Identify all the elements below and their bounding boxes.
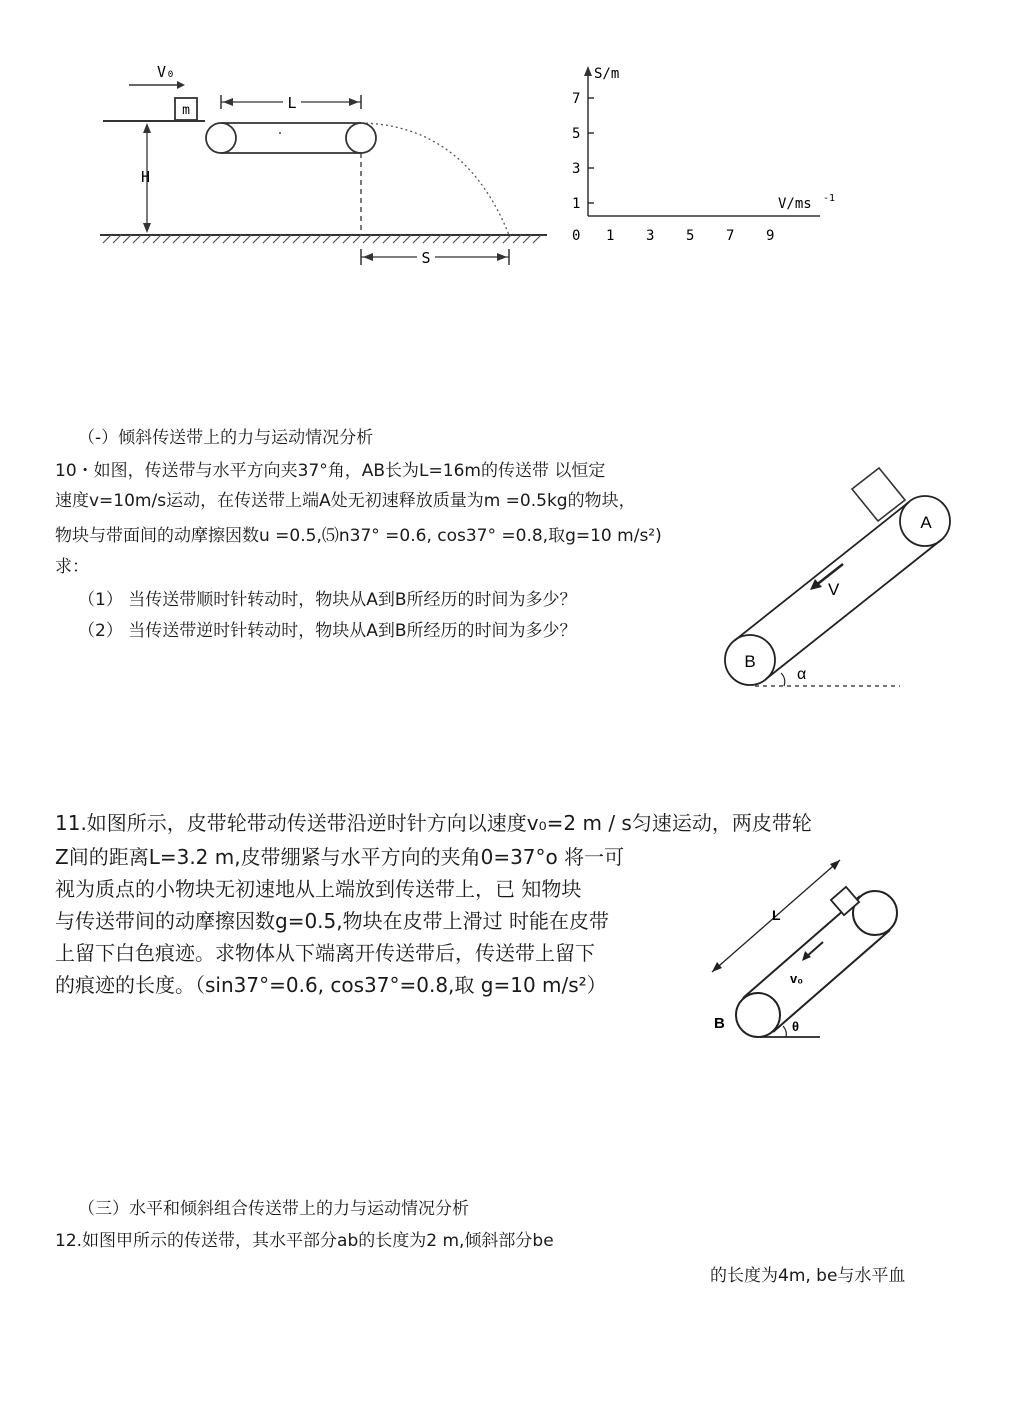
trajectory-path [361, 123, 509, 235]
angle-theta-label: θ [792, 1019, 800, 1034]
y-tick-label: 5 [572, 126, 581, 142]
v0-label: V₀ [157, 63, 176, 81]
section-heading-inclined: （-）倾斜传送带上的力与运动情况分析 [78, 428, 374, 448]
q11-line: 的痕迹的长度。（sin37°=0.6, cos37°=0.8,取 g=10 m/s²） [55, 973, 607, 997]
x-tick-label: 5 [686, 228, 695, 244]
pulley-b-label: B [714, 1015, 725, 1032]
figure-inclined-belt-ab [715, 462, 965, 697]
q10-line: 物块与带面间的动摩擦因数u =0.5,⑸n37° =0.6, cos37° =0.8,取g=10 m/s²) [55, 526, 662, 546]
block-m-label: m [182, 103, 190, 118]
pulley-b-label: B [744, 652, 756, 671]
pulley-a-label: A [920, 513, 932, 532]
conveyor-belt [206, 123, 376, 153]
q11-line: 视为质点的小物块无初速地从上端放到传送带上，已 知物块 [55, 877, 582, 901]
l-label: L [772, 907, 781, 923]
v0-arrowhead [177, 81, 185, 89]
q10-line: 求： [55, 557, 89, 577]
angle-alpha-label: α [797, 666, 807, 683]
ground-hatching [103, 235, 541, 243]
q10-subquestion-2: （2） 当传送带逆时针转动时，物块从A到B所经历的时间为多少？ [78, 621, 577, 641]
h-label: H [141, 168, 151, 186]
figure-s-v-axes [560, 60, 850, 250]
block-on-belt [852, 468, 905, 521]
x-tick-label: 0 [572, 228, 581, 244]
q10-line: 10・如图，传送带与水平方向夹37°角，AB长为L=16m的传送带 以恒定 [55, 461, 606, 481]
q11-line: 与传送带间的动摩擦因数g=0.5,物块在皮带上滑过 时能在皮带 [55, 909, 609, 933]
q11-line: 上留下白色痕迹。求物体从下端离开传送带后，传送带上留下 [55, 941, 595, 965]
s-label: S [421, 249, 431, 267]
q11-line: Z间的距离L=3.2 m,皮带绷紧与水平方向的夹角0=37°o 将一可 [55, 845, 625, 869]
x-tick-label: 9 [766, 228, 775, 244]
l-label: L [287, 94, 297, 112]
q11-line: 11.如图所示，皮带轮带动传送带沿逆时针方向以速度v₀=2 m / s匀速运动，两皮带轮 [55, 811, 812, 835]
x-tick-label: 3 [646, 228, 655, 244]
figure-horizontal-conveyor [95, 55, 555, 275]
x-tick-label: 7 [726, 228, 735, 244]
q10-subquestion-1: （1） 当传送带顺时针转动时，物块从A到B所经历的时间为多少？ [78, 590, 577, 610]
y-tick-label: 7 [572, 91, 581, 107]
q12-line: 12.如图甲所示的传送带，其水平部分ab的长度为2 m,倾斜部分be [55, 1231, 554, 1251]
y-tick-label: 1 [572, 196, 581, 212]
block-on-belt [831, 887, 859, 915]
q10-line: 速度v=10m/s运动，在传送带上端A处无初速释放质量为m =0.5kg的物块， [55, 491, 636, 511]
figure-inclined-belt-theta [700, 855, 920, 1045]
section-heading-combined: （三）水平和倾斜组合传送带上的力与运动情况分析 [78, 1199, 469, 1219]
inclined-belt [736, 891, 897, 1037]
y-tick-label: 3 [572, 161, 581, 177]
velocity-label: V [828, 580, 840, 599]
y-axis-label: S/m [594, 66, 620, 82]
x-axis-label: V/ms [778, 196, 812, 212]
q12-line: 的长度为4m, be与水平血 [710, 1266, 906, 1286]
v0-label: v₀ [790, 971, 804, 986]
x-axis-label-exponent: -1 [823, 193, 836, 204]
x-tick-label: 1 [606, 228, 615, 244]
